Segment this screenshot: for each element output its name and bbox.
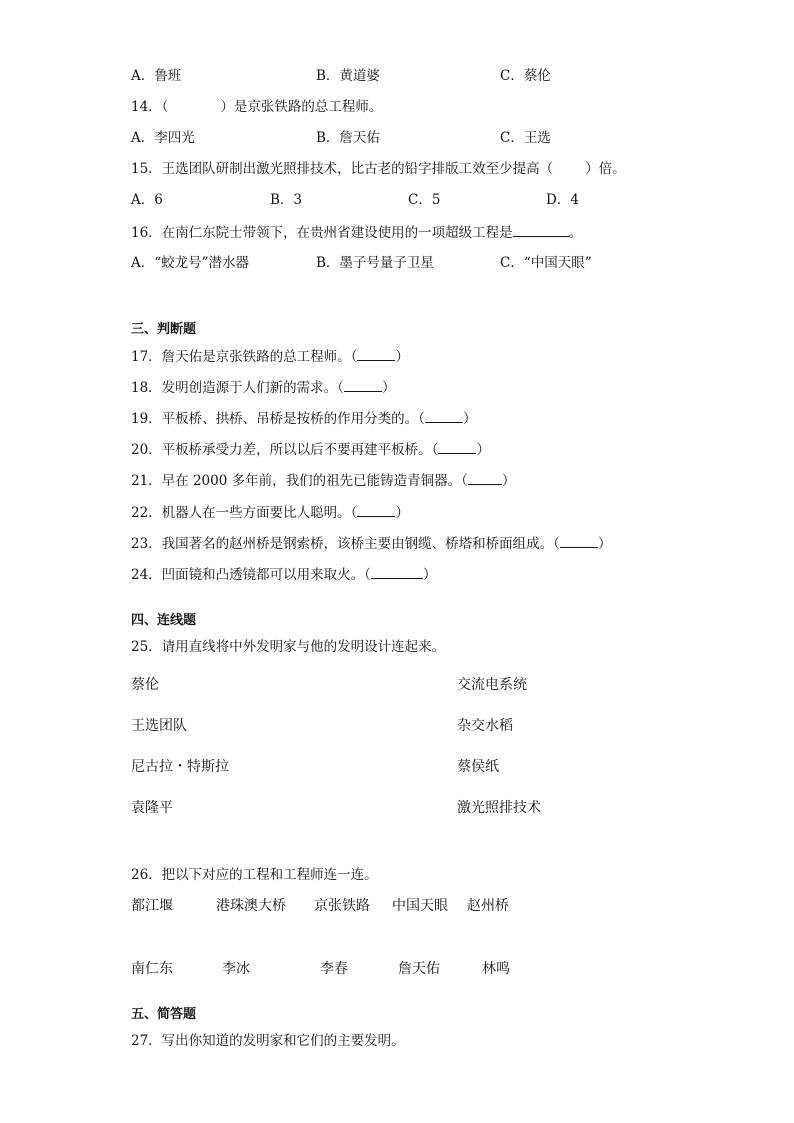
q19-close: ）	[462, 411, 477, 427]
q25-left-item[interactable]: 王选团队	[131, 718, 187, 734]
section-3-title: 三、判断题	[131, 322, 197, 337]
q18-statement	[131, 378, 395, 397]
q18-text: 18．发明创造源于人们新的需求。（	[131, 380, 344, 396]
q25-right-item[interactable]: 蔡侯纸	[457, 759, 499, 775]
q24-text: 24．凹面镜和凸透镜都可以用来取火。（	[131, 567, 371, 583]
section-4-title: 四、连线题	[131, 613, 197, 628]
q26-engineer-item[interactable]: 林鸣	[482, 961, 510, 977]
q27-stem: 27．写出你知道的发明家和它们的主要发明。	[131, 1033, 405, 1049]
q24-blank[interactable]	[371, 565, 423, 579]
q14-stem	[131, 98, 382, 116]
q26-project-item[interactable]: 都江堰	[131, 898, 173, 914]
q25-left-item[interactable]: 蔡伦	[131, 677, 159, 693]
q22-text: 22．机器人在一些方面要比人聪明。（	[131, 505, 358, 521]
q25-left-item[interactable]: 袁隆平	[131, 800, 173, 816]
q23-close: ）	[597, 536, 612, 552]
q13-option-a[interactable]: A．鲁班	[131, 68, 182, 84]
q19-statement	[131, 409, 476, 428]
q15-option-b[interactable]: B．3	[270, 192, 303, 208]
q21-close: ）	[501, 473, 516, 489]
q13-option-b[interactable]: B．黄道婆	[316, 68, 380, 84]
q23-statement	[131, 534, 611, 553]
q20-close: ）	[476, 442, 490, 458]
q21-text: 21．早在 2000 多年前，我们的祖先已能铸造青铜器。（	[131, 473, 468, 489]
q24-statement	[131, 565, 436, 584]
q14-stem-pre: 14．（	[131, 99, 169, 115]
q26-project-item[interactable]: 中国天眼	[392, 898, 448, 914]
q26-engineer-item[interactable]: 李冰	[222, 961, 250, 977]
q14-option-a[interactable]: A．李四光	[131, 130, 195, 146]
q23-blank[interactable]	[560, 534, 598, 548]
q13-option-c[interactable]: C．蔡伦	[500, 68, 551, 84]
q14-option-c[interactable]: C．王选	[500, 130, 551, 146]
q25-stem: 25．请用直线将中外发明家与他的发明设计连起来。	[131, 639, 446, 655]
q17-blank[interactable]	[357, 347, 395, 361]
q25-right-item[interactable]: 激光照排技术	[457, 800, 541, 816]
q15-stem-post: ）倍。	[585, 161, 626, 177]
q26-engineer-item[interactable]: 李春	[320, 961, 348, 977]
q15-option-a[interactable]: A．6	[131, 192, 163, 208]
q15-option-d[interactable]: D．4	[546, 192, 579, 208]
q22-close: ）	[395, 505, 409, 521]
q16-option-b[interactable]: B．墨子号量子卫星	[316, 255, 434, 271]
q15-stem	[131, 160, 626, 178]
section-5-title: 五、简答题	[131, 1007, 197, 1022]
q26-project-item[interactable]: 京张铁路	[314, 898, 370, 914]
q16-stem	[131, 223, 582, 242]
q25-right-item[interactable]: 杂交水稻	[457, 718, 513, 734]
q17-statement	[131, 347, 409, 366]
q15-option-c[interactable]: C．5	[408, 192, 441, 208]
q17-text: 17．詹天佑是京张铁路的总工程师。（	[131, 349, 358, 365]
q19-text: 19．平板桥、拱桥、吊桥是按桥的作用分类的。（	[131, 411, 425, 427]
q20-statement	[131, 440, 490, 459]
q14-stem-post: ）是京张铁路的总工程师。	[220, 99, 383, 115]
q21-statement	[131, 471, 515, 490]
q16-option-c[interactable]: C．“中国天眼”	[500, 255, 592, 271]
q14-option-b[interactable]: B．詹天佑	[316, 130, 380, 146]
q18-close: ）	[381, 380, 396, 396]
q26-project-item[interactable]: 赵州桥	[467, 898, 509, 914]
q26-stem: 26．把以下对应的工程和工程师连一连。	[131, 867, 378, 883]
q20-blank[interactable]	[438, 440, 476, 454]
q23-text: 23．我国著名的赵州桥是钢索桥，该桥主要由钢缆、桥塔和桥面组成。（	[131, 536, 560, 552]
q26-project-item[interactable]: 港珠澳大桥	[216, 898, 286, 914]
q21-blank[interactable]	[468, 471, 502, 485]
q26-engineer-item[interactable]: 詹天佑	[398, 961, 440, 977]
q16-stem-pre: 16．在南仁东院士带领下，在贵州省建设使用的一项超级工程是	[131, 225, 513, 241]
q24-close: ）	[422, 567, 437, 583]
q17-close: ）	[395, 349, 409, 365]
q26-engineer-item[interactable]: 南仁东	[131, 961, 173, 977]
q22-blank[interactable]	[357, 503, 395, 517]
q25-left-item[interactable]: 尼古拉・特斯拉	[131, 759, 229, 775]
q16-stem-post: 。	[568, 225, 583, 241]
q25-right-item[interactable]: 交流电系统	[457, 677, 527, 693]
q19-blank[interactable]	[425, 409, 463, 423]
q16-option-a[interactable]: A．“蛟龙号”潜水器	[131, 255, 250, 271]
q22-statement	[131, 503, 409, 522]
q18-blank[interactable]	[344, 378, 382, 392]
q15-stem-pre: 15．王选团队研制出激光照排技术，比古老的铅字排版工效至少提高（	[131, 161, 554, 177]
q20-text: 20．平板桥承受力差，所以以后不要再建平板桥。（	[131, 442, 439, 458]
q16-blank[interactable]	[513, 223, 569, 237]
